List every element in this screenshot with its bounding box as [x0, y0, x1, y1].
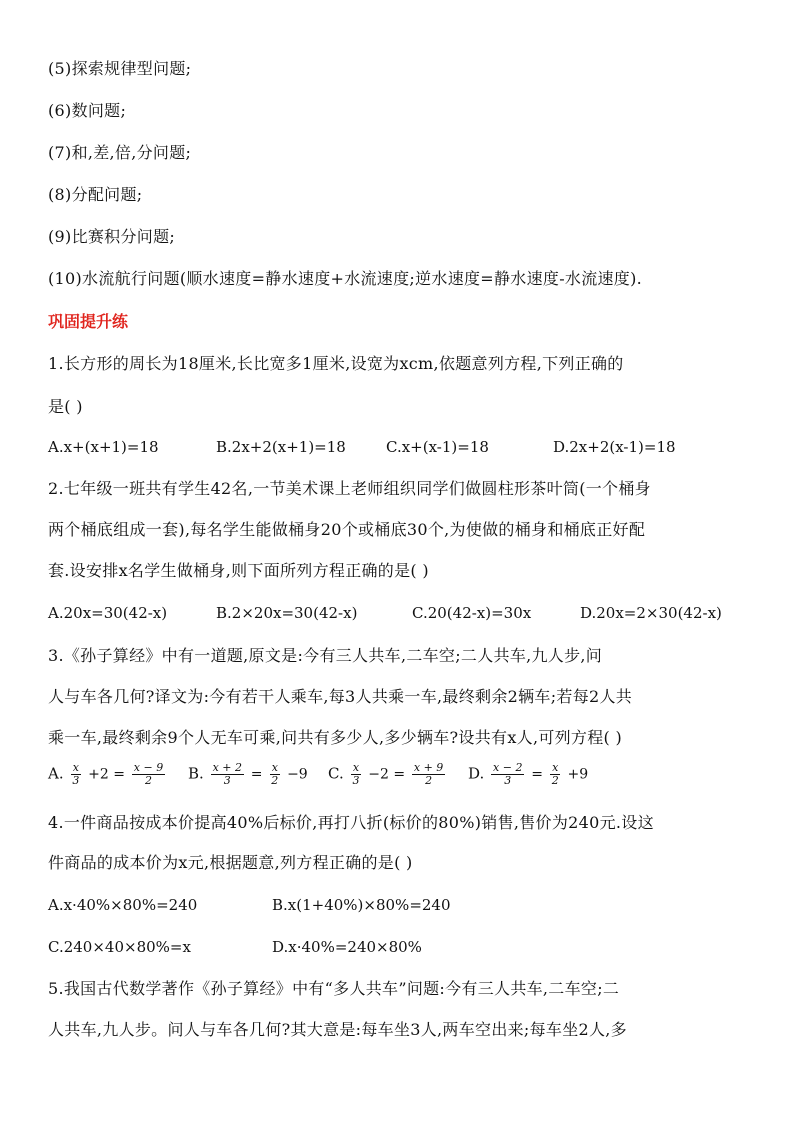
q3-line-1: 3.《孙子算经》中有一道题,原文是:今有三人共车,二车空;二人共车,九人步,问: [48, 646, 603, 665]
q2-option-b: B.2×20x=30(42-x): [216, 604, 358, 622]
q1-line-1: 1.长方形的周长为18厘米,长比宽多1厘米,设宽为xcm,依题意列方程,下列正确的: [48, 354, 624, 373]
option-label: B.: [188, 764, 204, 783]
q2-option-d: D.20x=2×30(42-x): [580, 604, 722, 622]
denominator: 2: [425, 774, 433, 787]
operator-tail: +9: [567, 766, 589, 783]
q4-option-a: A.x·40%×80%=240: [48, 896, 198, 914]
q4-line-1: 4.一件商品按成本价提高40%后标价,再打八折(标价的80%)销售,售价为240元.设这: [48, 813, 654, 832]
fraction: [70, 762, 81, 787]
denominator: 2: [144, 774, 152, 787]
denominator: 3: [504, 774, 512, 787]
option-label: C.: [328, 764, 344, 783]
operator: =: [250, 766, 263, 783]
q2-line-2: 两个桶底组成一套),每名学生能做桶身20个或桶底30个,为使做的桶身和桶底正好配: [48, 520, 646, 539]
q1-option-d: D.2x+2(x-1)=18: [553, 438, 676, 456]
q2-line-1: 2.七年级一班共有学生42名,一节美术课上老师组织同学们做圆柱形茶叶筒(一个桶身: [48, 479, 651, 498]
fraction: [550, 762, 561, 787]
q3-option-a: [48, 762, 167, 787]
q4-option-d: D.x·40%=240×80%: [272, 938, 422, 956]
q4-line-2: 件商品的成本价为x元,根据题意,列方程正确的是( ): [48, 853, 413, 872]
q1-option-b: B.2x+2(x+1)=18: [216, 438, 346, 456]
denominator: 3: [223, 774, 231, 787]
q2-line-3: 套.设安排x名学生做桶身,则下面所列方程正确的是( ): [48, 561, 429, 580]
numerator: x: [552, 761, 559, 774]
q4-option-c: C.240×40×80%=x: [48, 938, 191, 956]
q3-line-2: 人与车各几何?译文为:今有若干人乘车,每3人共乘一车,最终剩余2辆车;若每2人共: [48, 687, 633, 706]
intro-item-6: (6)数问题;: [48, 101, 127, 120]
intro-item-5: (5)探索规律型问题;: [48, 59, 192, 78]
q2-option-c: C.20(42-x)=30x: [412, 604, 532, 622]
intro-item-8: (8)分配问题;: [48, 185, 143, 204]
operator: −2 =: [368, 766, 406, 783]
q1-option-a: A.x+(x+1)=18: [48, 438, 159, 456]
numerator: x: [352, 761, 360, 774]
fraction: [351, 762, 362, 787]
q3-option-c: [328, 762, 447, 787]
q5-line-2: 人共车,九人步。问人与车各几何?其大意是:每车坐3人,两车空出来;每车坐2人,多: [48, 1020, 627, 1039]
intro-item-9: (9)比赛积分问题;: [48, 227, 176, 246]
option-label: A.: [48, 764, 64, 783]
denominator: 2: [551, 774, 559, 787]
numerator: x: [271, 761, 278, 774]
fraction: [412, 762, 445, 787]
operator: =: [531, 766, 543, 783]
fraction: [269, 762, 280, 787]
intro-item-7: (7)和,差,倍,分问题;: [48, 143, 192, 162]
operator-tail: −9: [287, 766, 308, 783]
operator: +2 =: [88, 766, 125, 783]
denominator: 2: [271, 774, 279, 787]
q1-line-2: 是( ): [48, 397, 83, 416]
numerator: x + 2: [212, 761, 242, 774]
q5-line-1: 5.我国古代数学著作《孙子算经》中有“多人共车”问题:今有三人共车,二车空;二: [48, 979, 620, 998]
fraction: [211, 762, 244, 787]
q3-line-3: 乘一车,最终剩余9个人无车可乘,问共有多少人,多少辆车?设共有x人,可列方程( ): [48, 728, 622, 747]
numerator: x − 9: [133, 761, 164, 774]
q3-option-d: [468, 762, 588, 787]
section-heading: 巩固提升练: [48, 312, 129, 331]
q2-option-a: A.20x=30(42-x): [48, 604, 168, 622]
numerator: x − 2: [493, 761, 523, 774]
q4-option-b: B.x(1+40%)×80%=240: [272, 896, 451, 914]
fraction: [491, 762, 524, 787]
q1-option-c: C.x+(x-1)=18: [386, 438, 489, 456]
denominator: 3: [72, 774, 80, 787]
intro-item-10: (10)水流航行问题(顺水速度=静水速度+水流速度;逆水速度=静水速度-水流速度).: [48, 269, 643, 288]
numerator: x: [72, 761, 79, 774]
option-label: D.: [468, 764, 485, 783]
fraction: [132, 762, 165, 787]
numerator: x + 9: [413, 761, 444, 774]
q3-option-b: [188, 762, 308, 787]
denominator: 3: [352, 774, 360, 787]
